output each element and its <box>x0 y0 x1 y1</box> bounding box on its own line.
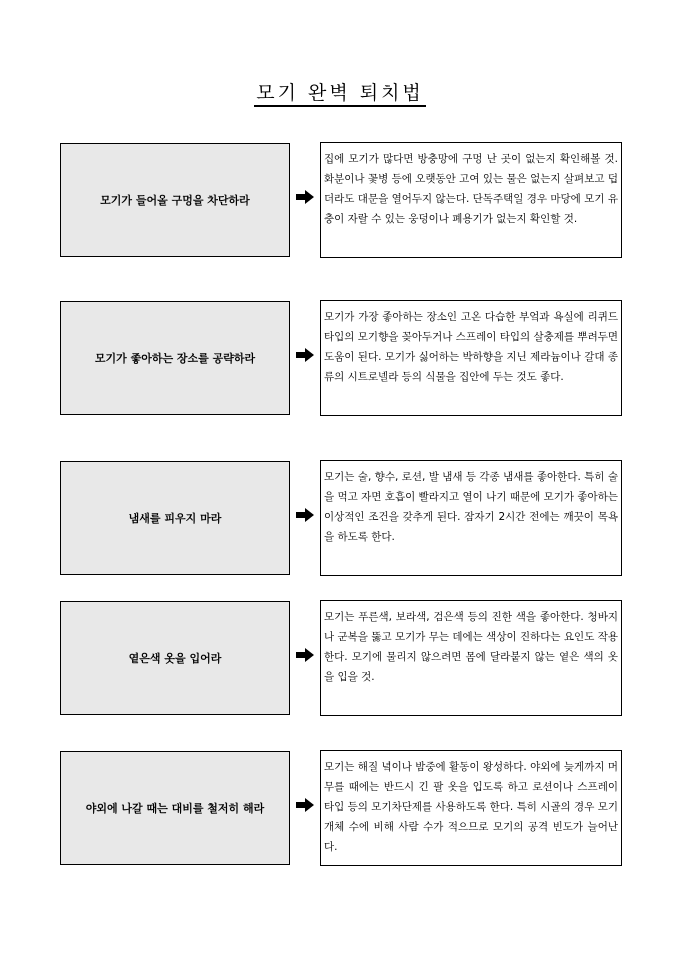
tip-heading-box <box>60 751 290 865</box>
tip-description: 모기는 푸른색, 보라색, 검은색 등의 진한 색을 좋아한다. 청바지나 군복을 뚫고 모기가 무는 데에는 색상이 진하다는 요인도 작용한다. 모기에 물리지 않으려면 몸에 달라붙지 않는 옅은 색의 옷을 입을 것. <box>324 611 618 683</box>
tip-heading: 모기가 좋아하는 장소를 공략하라 <box>94 352 256 365</box>
tip-description-box <box>320 142 622 258</box>
tip-row-3 <box>60 460 622 570</box>
tip-description: 집에 모기가 많다면 방충망에 구멍 난 곳이 없는지 확인해볼 것. 화분이나 꽃병 등에 오랫동안 고여 있는 물은 없는지 살펴보고 덥더라도 대문을 열어두지 않는다. 단독주택일 경우 마당에 모기 유충이 자랄 수 있는 웅덩이나 폐용기가 없는지 확인할 것. <box>324 153 618 225</box>
tip-heading: 모기가 들어올 구멍을 차단하라 <box>100 194 250 207</box>
tip-row-1 <box>60 142 622 252</box>
page-title-text: 모기 완벽 퇴치법 <box>254 82 426 107</box>
tip-description-box <box>320 600 622 716</box>
tip-description-box <box>320 460 622 576</box>
tip-row-4 <box>60 600 622 710</box>
tip-description: 모기가 가장 좋아하는 장소인 고온 다습한 부엌과 욕실에 리퀴드 타입의 모기향을 꽂아두거나 스프레이 타입의 살충제를 뿌려두면 도움이 된다. 모기가 싫어하는 박하향을 지닌 제라늄이나 갈대 종류의 시트로넬라 등의 식물을 집안에 두는 것도 좋다. <box>324 311 618 383</box>
right-arrow-icon <box>296 508 314 522</box>
tip-heading: 냄새를 피우지 마라 <box>128 512 222 525</box>
right-arrow-icon <box>296 348 314 362</box>
tip-row-5 <box>60 750 622 860</box>
right-arrow-icon <box>296 190 314 204</box>
tip-heading-box <box>60 601 290 715</box>
page-title <box>0 78 680 105</box>
right-arrow-icon <box>296 648 314 662</box>
tip-heading: 야외에 나갈 때는 대비를 철저히 해라 <box>85 802 265 815</box>
tip-heading: 옅은색 옷을 입어라 <box>128 652 222 665</box>
right-arrow-icon <box>296 798 314 812</box>
tip-description: 모기는 해질 녘이나 밤중에 활동이 왕성하다. 야외에 늦게까지 머무를 때에는 반드시 긴 팔 옷을 입도록 하고 로션이나 스프레이 타입 등의 모기차단제를 사용하도록 한다. 특히 시골의 경우 모기 개체 수에 비해 사람 수가 적으므로 모기의 공격 빈도가 늘어난다. <box>324 761 618 853</box>
tip-description: 모기는 술, 향수, 로션, 발 냄새 등 각종 냄새를 좋아한다. 특히 술을 먹고 자면 호흡이 빨라지고 열이 나기 때문에 모기가 좋아하는 이상적인 조건을 갖추게 된다. 잠자기 2시간 전에는 깨끗이 목욕을 하도록 한다. <box>324 471 618 543</box>
tip-description-box <box>320 300 622 416</box>
tip-description-box <box>320 750 622 866</box>
tip-heading-box <box>60 143 290 257</box>
tip-heading-box <box>60 461 290 575</box>
tip-row-2 <box>60 300 622 410</box>
tip-heading-box <box>60 301 290 415</box>
